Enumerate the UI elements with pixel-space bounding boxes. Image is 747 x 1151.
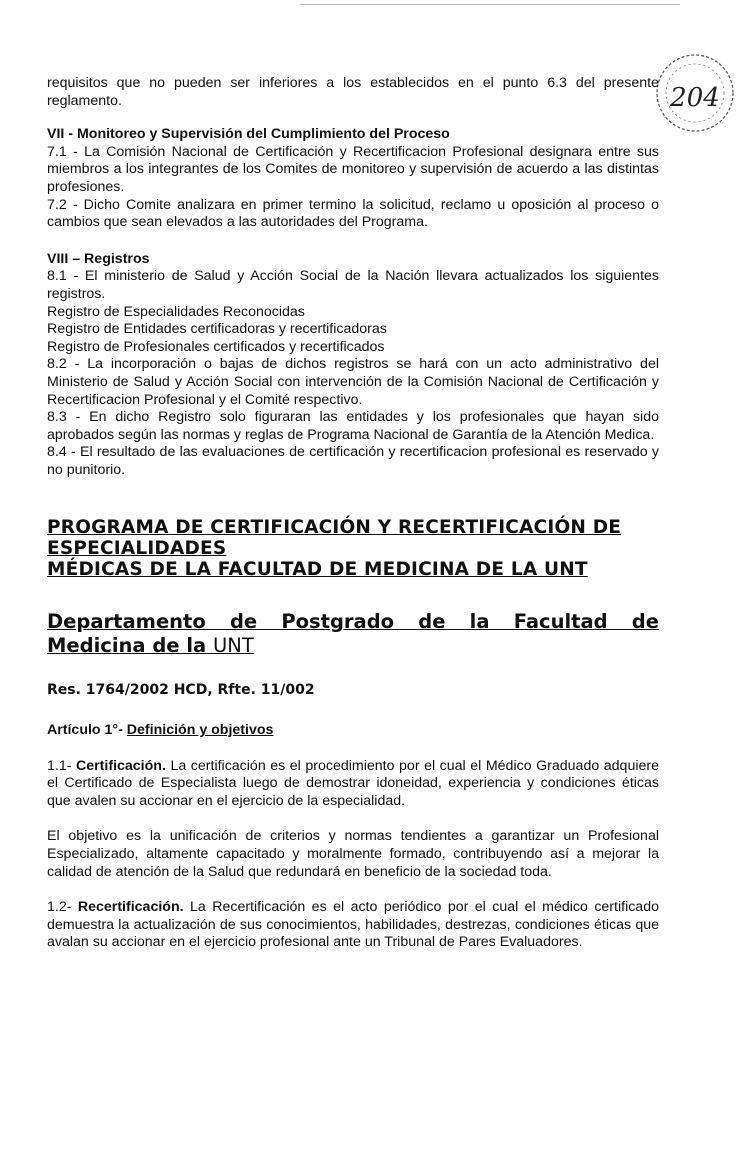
item-7-1: 7.1 - La Comisión Nacional de Certificación y Recertificacion Profesional designara entre sus miembros a los integrantes de los Comites de monitoreo y supervisión de acuerdo a las distintas profesiones.	[47, 143, 659, 195]
registro-line: Registro de Profesionales certificados y recertificados	[47, 338, 385, 355]
articulo-prefix: Artículo 1°-	[47, 722, 123, 739]
section-8-title: VIII – Registros	[47, 250, 150, 267]
item-8-4: 8.4 - El resultado de las evaluaciones de certificación y recertificacion profesional es reservado y no punitorio.	[47, 444, 659, 478]
objetivo-paragraph: El objetivo es la unificación de criterios y normas tendientes a garantizar un Profesional Especializado, altamente capacitado y moralmente formado, contribuyendo así a mejorar la calidad de atención de la Salud que redundará en beneficio de la sociedad toda.	[47, 828, 659, 880]
articulo-title: Definición y objetivos	[126, 722, 274, 739]
stamp-number: 204	[670, 83, 720, 113]
paragraph-1-2-label: Recertificación.	[77, 899, 184, 916]
paragraph-1-1-label: Certificación.	[76, 757, 166, 774]
section-7-title: VII - Monitoreo y Supervisión del Cumplimiento del Proceso	[47, 126, 450, 143]
paragraph-1-1	[47, 758, 659, 811]
departamento-title: Departamento de Postgrado de la Facultad de Medicina de la	[47, 610, 659, 658]
item-8-1: 8.1 - El ministerio de Salud y Acción Social de la Nación llevara actualizados los siguientes registros.	[47, 268, 659, 302]
paragraph-1-2-text: La Recertificación es el acto periódico por el cual el médico certificado demuestra la actualización de sus conocimientos, habilidades, destrezas, condiciones éticas que avalan su accionar en el ejercicio profesional ante un Tribunal de Pares Evaluadores.	[47, 899, 659, 951]
document-page	[47, 75, 659, 952]
departamento-suffix: UNT	[212, 634, 254, 658]
resolution-reference: Res. 1764/2002 HCD, Rfte. 11/002	[47, 682, 315, 699]
folio-stamp	[652, 50, 738, 136]
item-7-2: 7.2 - Dicho Comite analizara en primer termino la solicitud, reclamo u oposición al proceso o cambios que sean elevados a las autoridades del Programa.	[47, 196, 659, 231]
paragraph-1-2-number: 1.2-	[47, 899, 72, 916]
programa-heading-2: MÉDICAS DE LA FACULTAD DE MEDICINA DE LA UNT	[47, 559, 588, 581]
item-8-2: 8.2 - La incorporación o bajas de dichos registros se hará con un acto administrativo del Ministerio de Salud y Acción Social con intervención de la Comisión Nacional de Certificación y Recertificacion Profesional y el Comité respectivo.	[47, 356, 659, 408]
programa-heading-1: PROGRAMA DE CERTIFICACIÓN Y RECERTIFICACIÓN DE ESPECIALIDADES	[47, 517, 622, 560]
departamento-heading	[47, 610, 659, 658]
articulo-heading	[47, 722, 659, 740]
paragraph-1-2	[47, 899, 659, 952]
registro-line: Registro de Entidades certificadoras y recertificadoras	[47, 321, 387, 338]
registro-line: Registro de Especialidades Reconocidas	[47, 303, 305, 320]
paragraph-1-1-number: 1.1-	[47, 757, 72, 774]
item-8-3: 8.3 - En dicho Registro solo figuraran las entidades y los profesionales que hayan sido aprobados según las normas y reglas de Programa Nacional de Garantía de la Atención Medica.	[47, 409, 659, 443]
scan-top-rule	[300, 4, 680, 5]
stamp-seal-icon	[652, 50, 738, 136]
paragraph-1-1-text: La certificación es el procedimiento por el cual el Médico Graduado adquiere el Certificado de Especialista luego de demostrar idoneidad, experiencia y condiciones éticas que avalen su accionar en el ejercicio de la especialidad.	[47, 757, 659, 809]
intro-paragraph: requisitos que no pueden ser inferiores a los establecidos en el punto 6.3 del presente reglamento.	[47, 75, 659, 109]
